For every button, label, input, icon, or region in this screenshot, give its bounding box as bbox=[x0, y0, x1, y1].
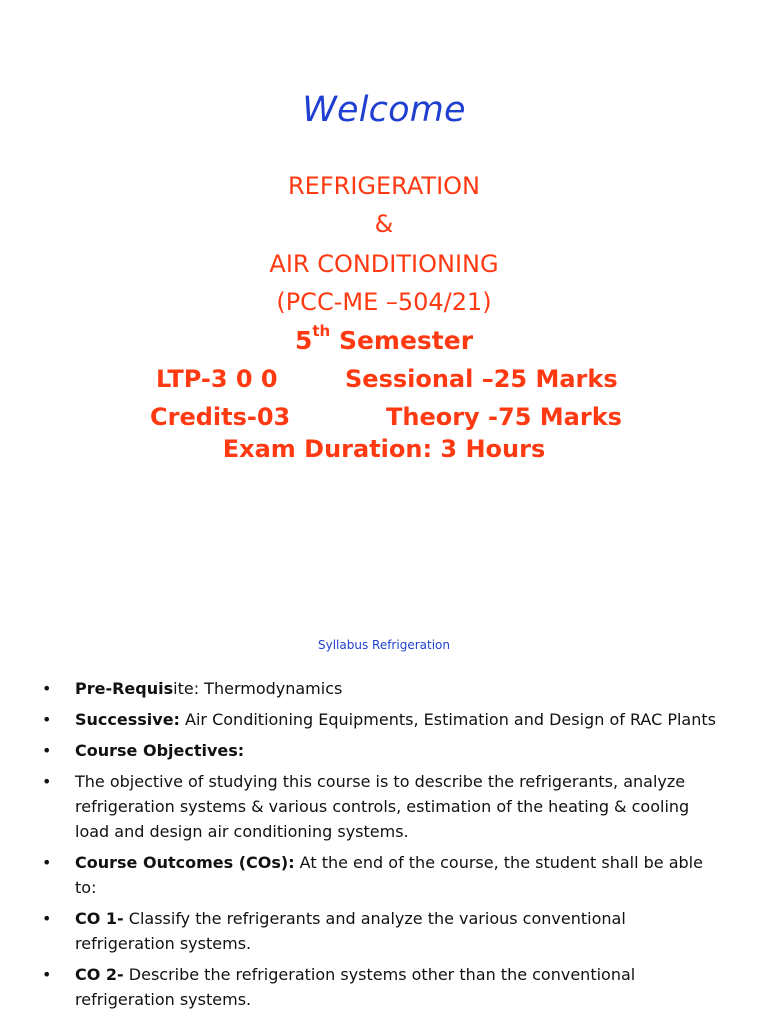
list-item bbox=[0, 676, 768, 701]
item-bold: CO 1- bbox=[75, 909, 124, 928]
item-text: Classify the refrigerants and analyze the various conventional refrigeration systems. bbox=[75, 909, 626, 953]
item-bold: Successive: bbox=[75, 710, 180, 729]
bullet-icon: • bbox=[42, 772, 52, 791]
syllabus-title: Syllabus Refrigeration bbox=[318, 638, 450, 652]
semester-suffix: th bbox=[312, 322, 331, 340]
bullet-icon: • bbox=[42, 710, 52, 729]
item-text: The objective of studying this course is to describe the refrigerants, analyze refrigeration systems & various controls, estimation of the heating & cooling load and design air conditioning systems. bbox=[75, 772, 690, 841]
list-item bbox=[0, 707, 768, 732]
ltp: LTP-3 0 0 bbox=[156, 365, 278, 393]
list-item bbox=[0, 850, 768, 900]
theory-marks: Theory -75 Marks bbox=[386, 403, 622, 431]
bullet-icon: • bbox=[42, 679, 52, 698]
item-text: ite: Thermodynamics bbox=[173, 679, 343, 698]
semester bbox=[0, 322, 768, 355]
item-bold: Pre-Requis bbox=[75, 679, 174, 698]
welcome-heading: Welcome bbox=[302, 90, 466, 130]
item-bold: CO 2- bbox=[75, 965, 124, 984]
list-item bbox=[0, 769, 768, 844]
credits: Credits-03 bbox=[150, 403, 291, 431]
semester-number: 5 bbox=[294, 326, 313, 355]
bullet-icon: • bbox=[42, 965, 52, 984]
list-item bbox=[0, 906, 768, 956]
exam-duration: Exam Duration: 3 Hours bbox=[222, 435, 546, 463]
subject-ampersand: & bbox=[374, 210, 394, 238]
subject-line-1: REFRIGERATION bbox=[288, 172, 480, 200]
course-code: (PCC-ME –504/21) bbox=[276, 288, 492, 316]
subject-line-2: AIR CONDITIONING bbox=[269, 250, 499, 278]
sessional-marks: Sessional –25 Marks bbox=[345, 365, 618, 393]
bullet-icon: • bbox=[42, 853, 52, 872]
item-text: Describe the refrigeration systems other than the conventional refrigeration systems. bbox=[75, 965, 636, 1009]
bullet-icon: • bbox=[42, 909, 52, 928]
item-bold: Course Outcomes (COs): bbox=[75, 853, 295, 872]
semester-word: Semester bbox=[330, 326, 474, 355]
item-text: At the end of the course, the student shall be able to: bbox=[75, 853, 703, 897]
item-text: Air Conditioning Equipments, Estimation and Design of RAC Plants bbox=[179, 710, 716, 729]
list-item bbox=[0, 738, 768, 763]
syllabus-list bbox=[0, 676, 768, 1018]
list-item bbox=[0, 962, 768, 1012]
bullet-icon: • bbox=[42, 741, 52, 760]
item-bold: Course Objectives: bbox=[75, 741, 245, 760]
